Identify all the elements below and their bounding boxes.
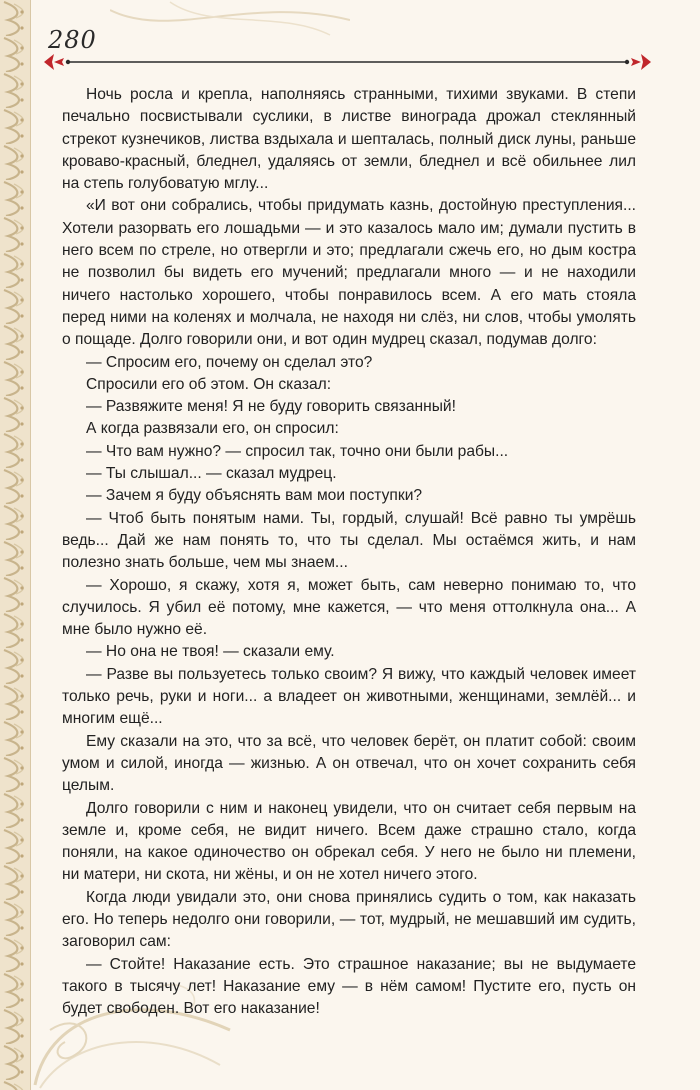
paragraph: — Зачем я буду объяснять вам мои поступки? xyxy=(86,487,423,505)
paragraph: «И вот они собрались, чтобы придумать казнь, достойную преступления... Хотели разорвать его лошадьми — и это казалось мало им; думали пустить в него всем по стреле, но отвергли и это; предлагали сжечь его, но дым костра не позволил бы видеть его мучений; предлагали много — и не находили ничего настолько хорошего, чтобы понравилось всем. А его мать стояла перед ними на коленях и молчала, не находя ни слёз, ни слов, чтобы умолять о пощаде. Долго говорили они, и вот один мудрец сказал, подумав долго: xyxy=(62,197,636,349)
paragraph: Ночь росла и крепла, наполняясь странными, тихими звуками. В степи печально посвистывали суслики, в листве винограда дрожал стеклянный стрекот кузнечиков, листва вздыхала и шепталась, полный диск луны, раньше кроваво-красный, бледнел, удаляясь от земли, бледнел и всё обильнее лил на степь голубоватую мглу... xyxy=(62,86,636,193)
left-flourish-icon xyxy=(44,54,70,70)
border-pattern-icon xyxy=(0,0,30,1090)
paragraph: — Ты слышал... — сказал мудрец. xyxy=(86,465,337,483)
top-swirl-ornament-icon xyxy=(110,0,350,45)
paragraph: Когда люди увидали это, они снова принялись судить о том, как наказать его. Но теперь недолго они говорили, — тот, мудрый, не мешавший им судить, заговорил сам: xyxy=(62,888,636,951)
paragraph: — Стойте! Наказание есть. Это страшное наказание; вы не выдумаете такого в тысячу лет! Наказание ему — в нём самом! Пустите его, пусть он будет свободен. Вот его наказание! xyxy=(62,955,636,1018)
paragraph: Спросили его об этом. Он сказал: xyxy=(86,375,332,393)
paragraph: А когда развязали его, он спросил: xyxy=(86,420,339,438)
paragraph: — Но она не твоя! — сказали ему. xyxy=(86,643,335,661)
page-number: 280 xyxy=(48,26,97,54)
paragraph: — Что вам нужно? — спросил так, точно они были рабы... xyxy=(86,442,509,460)
right-flourish-icon xyxy=(625,54,651,70)
ornamental-border xyxy=(0,0,31,1090)
header-divider xyxy=(40,48,655,78)
paragraph: — Спросим его, почему он сделал это? xyxy=(86,353,373,371)
body-text xyxy=(62,84,636,1020)
paragraph: — Хорошо, я скажу, хотя я, может быть, сам неверно понимаю то, что случилось. Я убил её потому, мне кажется, — что меня оттолкнула она... А мне было нужно её. xyxy=(62,576,636,639)
paragraph: — Развяжите меня! Я не буду говорить связанный! xyxy=(86,398,456,416)
paragraph: — Разве вы пользуетесь только своим? Я вижу, что каждый человек имеет только речь, руки и ноги... а владеет он животными, женщинами, землёй... и многим ещё... xyxy=(62,665,636,728)
paragraph: Ему сказали на это, что за всё, что человек берёт, он платит собой: своим умом и силой, иногда — жизнью. А он отвечал, что он хочет сохранить себя целым. xyxy=(62,732,636,795)
paragraph: — Чтоб быть понятым нами. Ты, гордый, слушай! Всё равно ты умрёшь ведь... Дай же нам понять то, что ты сделал. Мы остаёмся жить, и нам полезно знать больше, чем мы знаем... xyxy=(62,509,636,572)
paragraph: Долго говорили с ним и наконец увидели, что он считает себя первым на земле и, кроме себя, не видит ничего. Всем даже страшно стало, когда поняли, на какое одиночество он обрекал себя. У него не было ни племени, ни матери, ни скота, ни жёны, и он не хотел ничего этого. xyxy=(62,799,636,884)
